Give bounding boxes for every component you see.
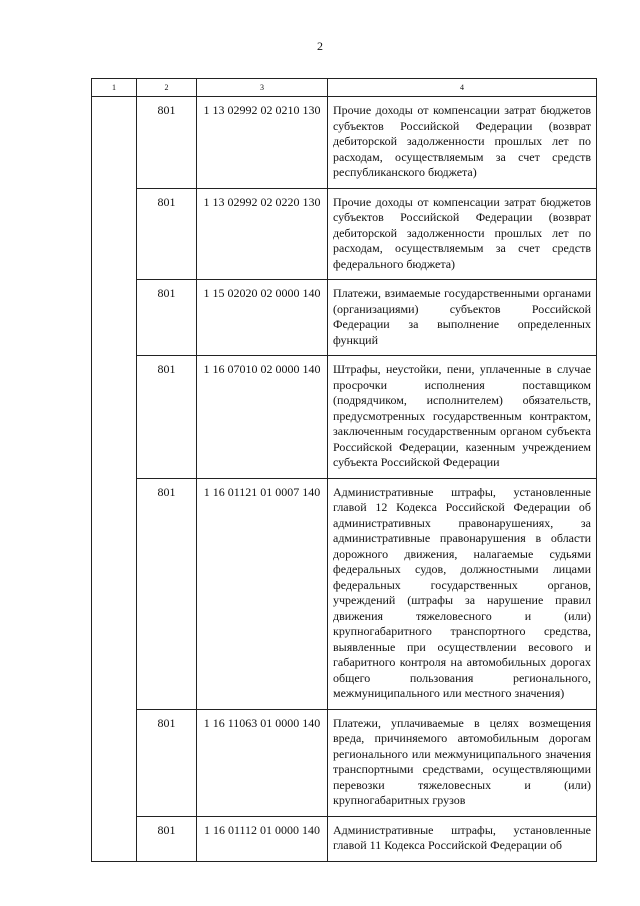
admin-code-cell: 801: [137, 478, 197, 709]
header-col-4: 4: [328, 79, 597, 97]
table-row: [92, 97, 597, 189]
table-row: [92, 478, 597, 709]
admin-code-cell: 801: [137, 97, 197, 189]
revenue-code-cell: 1 16 11063 01 0000 140: [197, 709, 328, 816]
admin-code-cell: 801: [137, 280, 197, 356]
codes-table: [91, 78, 597, 862]
revenue-code-cell: 1 15 02020 02 0000 140: [197, 280, 328, 356]
revenue-name-cell: Прочие доходы от компенсации затрат бюджетов субъектов Российской Федерации (возврат дебиторской задолженности прошлых лет по расходам, осуществляемым за счет средств республиканского бюджета): [328, 97, 597, 189]
admin-code-cell: 801: [137, 188, 197, 280]
table-row: [92, 188, 597, 280]
table-row: [92, 356, 597, 479]
revenue-name-cell: Платежи, уплачиваемые в целях возмещения вреда, причиняемого автомобильным дорогам регионального или межмуниципального значения транспортными средствами, осуществляющими перевозки тяжеловесных и (или) крупногабаритных грузов: [328, 709, 597, 816]
revenue-code-cell: 1 16 01121 01 0007 140: [197, 478, 328, 709]
revenue-name-cell: Штрафы, неустойки, пени, уплаченные в случае просрочки исполнения поставщиком (подрядчиком, исполнителем) обязательств, предусмотренных государственным контрактом, заключенным государственным органом субъекта Российской Федерации, казенным учреждением субъекта Российской Федерации: [328, 356, 597, 479]
header-col-1: 1: [92, 79, 137, 97]
revenue-name-cell: Административные штрафы, установленные главой 12 Кодекса Российской Федерации об административных правонарушениях, за административные правонарушения в области дорожного движения, налагаемые судьями федеральных судов, должностными лицами федеральных государственных органов, учреждений (штрафы за нарушение правил движения тяжеловесного и (или) крупногабаритного транспортного средства, выявленные при осуществлении весового и габаритного контроля на автомобильных дорогах общего пользования регионального, межмуниципального или местного значения): [328, 478, 597, 709]
admin-code-cell: 801: [137, 356, 197, 479]
page-number: 2: [317, 39, 323, 53]
header-col-2: 2: [137, 79, 197, 97]
revenue-name-cell: Административные штрафы, установленные главой 11 Кодекса Российской Федерации об: [328, 816, 597, 861]
revenue-name-cell: Прочие доходы от компенсации затрат бюджетов субъектов Российской Федерации (возврат дебиторской задолженности прошлых лет по расходам, осуществляемым за счет средств федерального бюджета): [328, 188, 597, 280]
table-row: [92, 280, 597, 356]
revenue-code-cell: 1 13 02992 02 0220 130: [197, 188, 328, 280]
admin-code-cell: 801: [137, 709, 197, 816]
revenue-code-cell: 1 16 07010 02 0000 140: [197, 356, 328, 479]
revenue-name-cell: Платежи, взимаемые государственными органами (организациями) субъектов Российской Федерации за выполнение определенных функций: [328, 280, 597, 356]
revenue-code-cell: 1 16 01112 01 0000 140: [197, 816, 328, 861]
table-row: [92, 709, 597, 816]
header-row: [92, 79, 597, 97]
admin-code-cell: 801: [137, 816, 197, 861]
column-1-cell: [92, 97, 137, 862]
header-col-3: 3: [197, 79, 328, 97]
revenue-code-cell: 1 13 02992 02 0210 130: [197, 97, 328, 189]
table-row: [92, 816, 597, 861]
